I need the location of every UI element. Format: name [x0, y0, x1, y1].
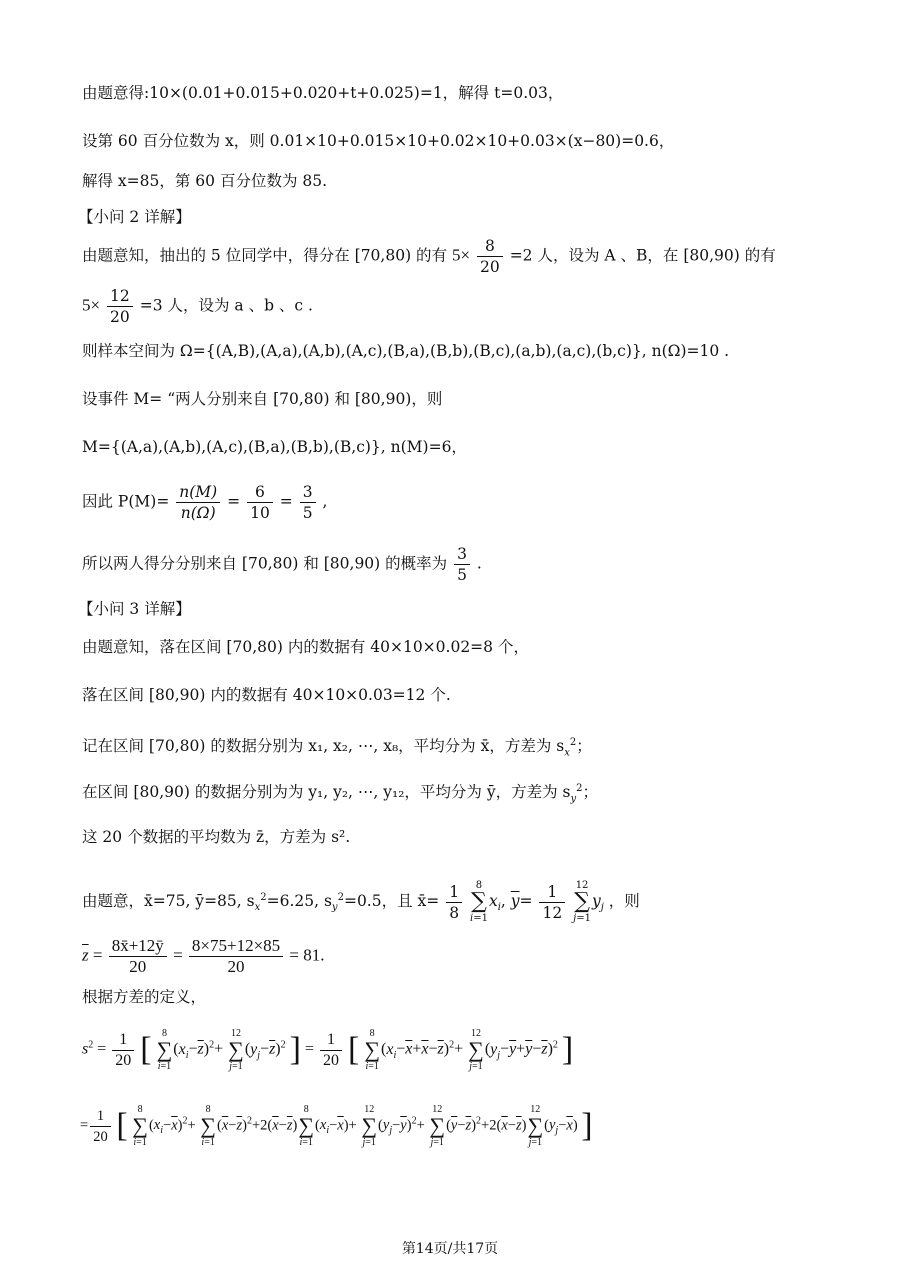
line-5: 5× $\frac{12}{20}$ =3 人，设为 a 、b 、c .: [82, 287, 313, 326]
line-7: 设事件 M= “两人分别来自 [70,80) 和 [80,90)，则: [82, 390, 443, 408]
line-13: 记在区间 [70,80) 的数据分别为 x₁, x₂, ⋯, x₈，平均分为 x̄，方差为 $s_x^2$；: [82, 737, 592, 759]
line-14: 在区间 [80,90) 的数据分别为为 y₁, y₂, ⋯, y₁₂，平均分为 ȳ，方差为 $s_y^2$；: [82, 783, 599, 805]
fraction-z-mean: $\frac{8x̄+12ȳ}{20}$: [109, 936, 167, 977]
line-20: = $\frac{1}{20}$ [ 8 ∑ $i=1(x_i-\overline{x})^2+ 8$ ∑ $i=1(\overline{x}-\overline{z})^2+2(\overline{x}-\overline{z})8$ ∑ $i=1(x_i-\overline{x})+ 12$ ∑ $j=1(y_j-\overline{y})^2+ 12$ ∑ $j=1(\overline{y}-\overline{z})^2+2(\overline{x}-\overline{z})12$ ∑ $j=1(y_j-\overline{x})$ ]: [80, 1104, 593, 1148]
fraction-12-20: $\frac{12}{20}$: [107, 286, 133, 327]
fraction-6-10: $\frac{6}{10}$: [247, 482, 273, 523]
line-8: M={(A,a),(A,b),(A,c),(B,a),(B,b),(B,c)}, n(M)=6，: [82, 438, 467, 456]
line-9: 因此 P(M)= $\frac{n(M)}{n(\Omega)}$ = $\frac{6}{10}$ = $\frac{3}{5}$ ,: [82, 483, 328, 522]
line-12: 落在区间 [80,90) 内的数据有 40×10×0.03=12 个.: [82, 686, 451, 704]
sum-symbol: 8 ∑ i=1: [470, 880, 488, 924]
line-11: 由题意知，落在区间 [70,80) 内的数据有 40×10×0.02=8 个，: [82, 638, 529, 656]
line-1: 由题意得:10×(0.01+0.015+0.020+t+0.025)=1，解得 t=0.03，: [82, 84, 564, 102]
section-heading-2: 【小问 2 详解】: [78, 208, 191, 226]
line-2: 设第 60 百分位数为 x，则 0.01×10+0.015×10+0.02×10+0.03×(x−80)=0.6，: [82, 132, 675, 150]
page-footer: 第14页/共17页: [401, 1241, 499, 1257]
line-10: 所以两人得分分别来自 [70,80) 和 [80,90) 的概率为 $\frac{3}{5}$ .: [82, 545, 482, 584]
fraction-nM-nOmega: $\frac{n(M)}{n(\Omega)}$: [176, 482, 220, 523]
line-4: 由题意知，抽出的 5 位同学中，得分在 [70,80) 的有 5× $\frac{8}{20}$ =2 人，设为 A 、B，在 [80,90) 的有: [82, 237, 776, 276]
fraction-3-5-b: $\frac{3}{5}$: [454, 544, 470, 585]
fraction-z-calc: $\frac{8\times 75+12\times 85}{20}$: [189, 936, 283, 977]
line-3: 解得 x=85，第 60 百分位数为 85.: [82, 172, 328, 190]
line-16: 由题意，x̄=75, ȳ=85, $s_x^2=6.25$, $s_y^2=0.5$，且 x̄= $\frac{1}{8}$ 8 ∑ $i=1x_i$, $\overline{y}=$ $\frac{1}{12}$ 12 ∑ $j=1y_j$ ，则: [82, 880, 640, 924]
sum-symbol: 12 ∑ j=1: [573, 880, 591, 924]
line-18: 根据方差的定义，: [82, 988, 207, 1006]
line-6: 则样本空间为 Ω={(A,B),(A,a),(A,b),(A,c),(B,a),(B,b),(B,c),(a,b),(a,c),(b,c)}, n(Ω)=10 .: [82, 342, 730, 360]
fraction-1-8: $\frac{1}{8}$: [446, 882, 462, 923]
section-heading-3: 【小问 3 详解】: [78, 600, 191, 618]
line-17: $\overline{z}$ = $\frac{8x̄+12ȳ}{20}$ = $\frac{8\times 75+12\times 85}{20}$ = 81.: [82, 936, 325, 976]
fraction-8-20: $\frac{8}{20}$: [477, 236, 503, 277]
fraction-3-5: $\frac{3}{5}$: [300, 482, 316, 523]
line-19: $s^2$ = $\frac{1}{20}$ [ 8 ∑ $i=1(x_i-\overline{z})^2+ 12$ ∑ $j=1(y_j-\overline{z})^2$ ] = $\frac{1}{20}$ [ 8 ∑ $i=1(x_i-\overline{x}+\overline{x}-\overline{z})^2+ 12$ ∑ $j=1(y_j-\overline{y}+\overline{y}-\overline{z})^2$ ]: [82, 1028, 574, 1072]
fraction-1-20: $\frac{1}{20}$: [112, 1030, 134, 1071]
line-15: 这 20 个数据的平均数为 z̄，方差为 s².: [82, 828, 351, 846]
fraction-1-12: $\frac{1}{12}$: [539, 882, 565, 923]
